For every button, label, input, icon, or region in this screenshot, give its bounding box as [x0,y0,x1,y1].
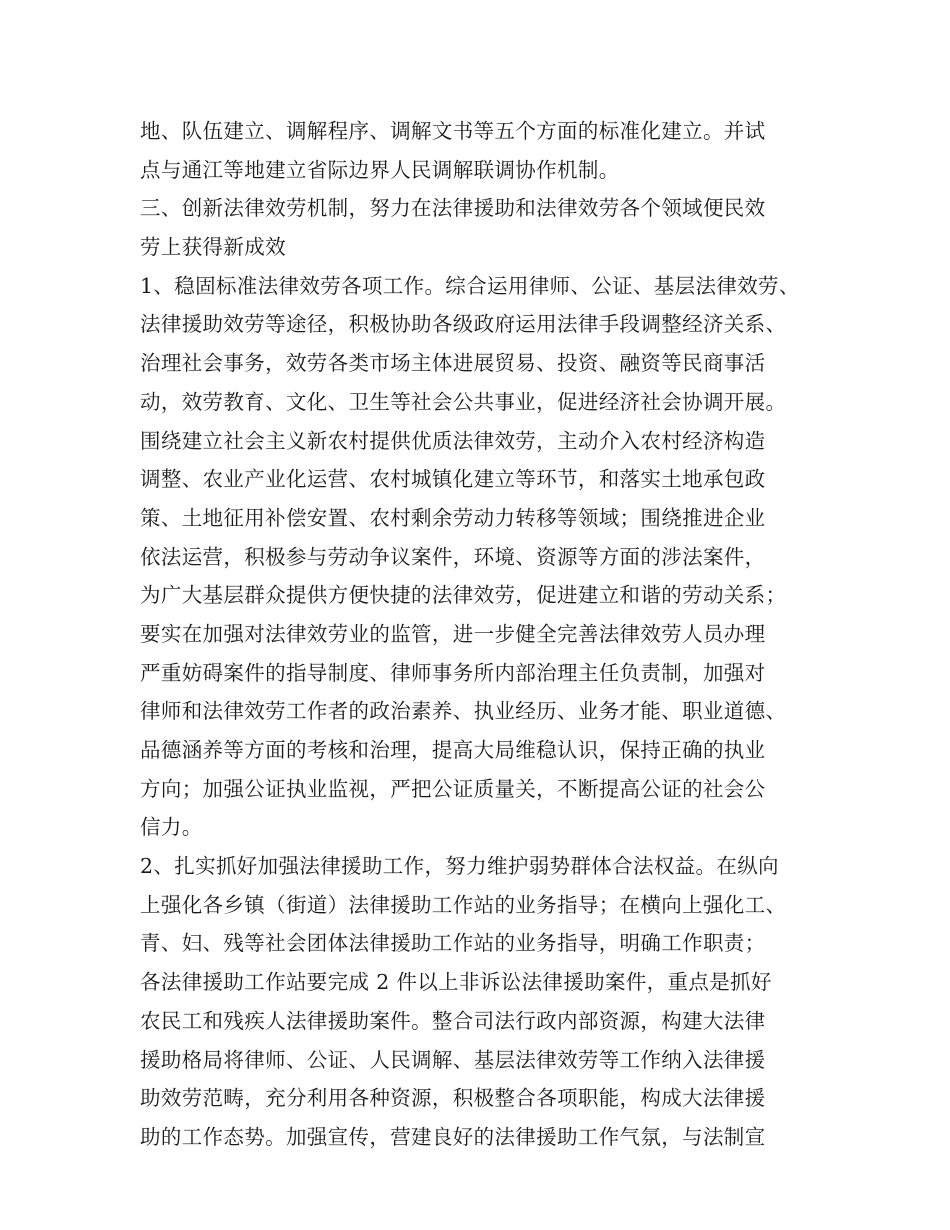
text-line: 治理社会事务，效劳各类市场主体进展贸易、投资、融资等民商事活 [140,351,766,376]
text-line: 要实在加强对法律效劳业的监管，进一步健全完善法律效劳人员办理 [140,621,766,646]
text-line: 援助格局将律师、公证、人民调解、基层法律效劳等工作纳入法律援 [140,1047,766,1072]
text-line: 地、队伍建立、调解程序、调解文书等五个方面的标准化建立。并试 [140,119,766,143]
section-heading: 三、创新法律效劳机制，努力在法律援助和法律效劳各个领域便民效 [140,196,766,221]
text-line: 青、妇、残等社会团体法律援助工作站的业务指导，明确工作职责； [140,931,766,956]
text-line: 严重妨碍案件的指导制度、律师事务所内部治理主任负责制，加强对 [140,660,766,685]
text-line: 品德涵养等方面的考核和治理，提高大局维稳认识，保持正确的执业 [140,738,766,762]
text-line: 1、稳固标准法律效劳各项工作。综合运用律师、公证、基层法律效劳、 [140,273,800,298]
text-line: 围绕建立社会主义新农村提供优质法律效劳，主动介入农村经济构造 [140,428,766,453]
text-line: 调整、农业产业化运营、农村城镇化建立等环节，和落实土地承包政 [140,467,766,492]
text-line: 方向；加强公证执业监视，严把公证质量关，不断提高公证的社会公 [140,776,766,801]
text-line: 农民工和残疾人法律援助案件。整合司法行政内部资源，构建大法律 [140,1008,766,1033]
text-line: 助的工作态势。加强宣传，营建良好的法律援助工作气氛，与法制宣 [140,1124,766,1149]
text-line: 上强化各乡镇（街道）法律援助工作站的业务指导；在横向上强化工、 [140,892,787,917]
text-line: 为广大基层群众提供方便快捷的法律效劳，促进建立和谐的劳动关系； [140,583,787,608]
text-line: 信力。 [140,815,203,840]
text-line: 律师和法律效劳工作者的政治素养、执业经历、业务才能、职业道德、 [140,699,787,724]
text-line: 点与通江等地建立省际边界人民调解联调协作机制。 [140,157,620,182]
text-line: 法律援助效劳等途径，积极协助各级政府运用法律手段调整经济关系、 [140,312,787,337]
text-line: 依法运营，积极参与劳动争议案件，环境、资源等方面的涉法案件， [140,544,766,569]
text-line: 各法律援助工作站要完成 2 件以上非诉讼法律援助案件，重点是抓好 [140,970,772,995]
section-heading: 劳上获得新成效 [140,235,286,260]
text-line: 动，效劳教育、文化、卫生等社会公共事业，促进经济社会协调开展。 [140,389,787,414]
text-line: 助效劳范畴，充分利用各种资源，积极整合各项职能，构成大法律援 [140,1086,766,1111]
text-line: 策、土地征用补偿安置、农村剩余劳动力转移等领域；围绕推进企业 [140,505,766,530]
text-line: 2、扎实抓好加强法律援助工作，努力维护弱势群体合法权益。在纵向 [140,854,779,879]
document-body [140,112,840,1157]
